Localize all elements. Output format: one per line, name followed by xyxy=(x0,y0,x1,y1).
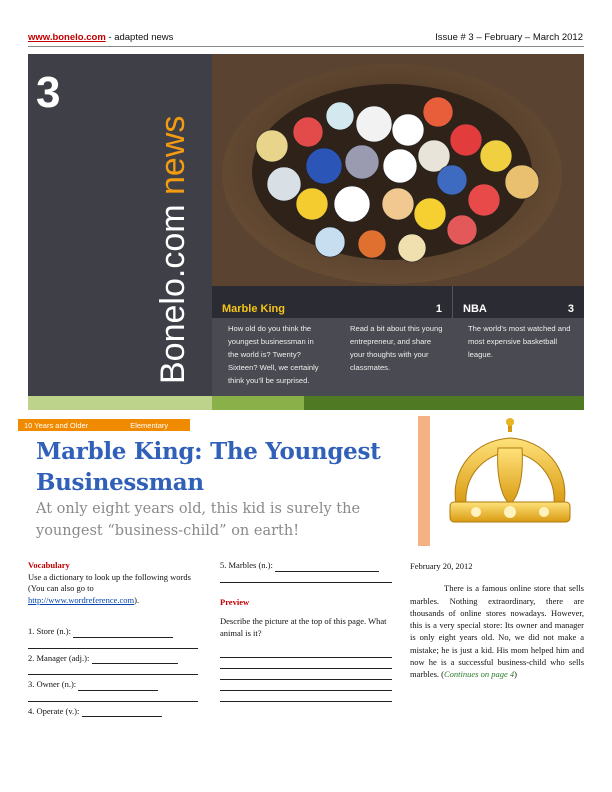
header-left xyxy=(28,32,173,43)
vocab-label: 3. Owner (n.): xyxy=(28,679,79,689)
color-strip xyxy=(28,396,212,410)
site-link[interactable]: www.bonelo.com xyxy=(28,32,106,43)
vocabulary-intro-end: ). xyxy=(134,594,140,605)
vocab-label: 2. Manager (adj.): xyxy=(28,652,92,663)
vocabulary-intro-text: Use a dictionary to look up the following words (You can also go to xyxy=(28,571,191,593)
accent-bar xyxy=(418,416,430,546)
answer-blank[interactable] xyxy=(78,690,158,691)
color-strip xyxy=(212,396,304,410)
story-column xyxy=(410,560,584,681)
article-subtitle: At only eight years old, this kid is surely the youngest “business-child” on earth! xyxy=(36,501,361,539)
marbles-photo xyxy=(212,54,584,286)
vocab-label: 1. Store (n.): xyxy=(28,626,74,636)
answer-blank[interactable] xyxy=(82,716,162,717)
answer-line[interactable] xyxy=(220,680,392,691)
vocab-item[interactable] xyxy=(28,706,198,718)
preview-heading: Preview xyxy=(220,596,250,607)
answer-blank[interactable] xyxy=(73,637,173,638)
answer-line[interactable] xyxy=(28,691,198,702)
story-text: There is a famous online store that sells marbles. Nothing extraordinary, there are thousands of online stores nowadays. However, this is a very special store: Its owner and manager is only eight years old. No, we did not make a mistake; he is just a kid. His mom helped him and now he is a successful business-child who sells marbles. xyxy=(410,583,584,680)
teaser-heading-marble-king[interactable] xyxy=(212,286,452,318)
answer-blank[interactable] xyxy=(92,663,178,664)
newsletter-title xyxy=(154,116,193,384)
color-strip xyxy=(304,396,584,410)
teaser-page: 3 xyxy=(567,303,574,315)
site-suffix: - adapted news xyxy=(105,32,174,43)
wordreference-link[interactable]: http://www.wordreference.com xyxy=(28,594,135,605)
banner xyxy=(28,54,584,396)
vocabulary-heading: Vocabulary xyxy=(28,560,70,570)
vocab-item[interactable] xyxy=(28,626,198,638)
teaser-heading-nba[interactable] xyxy=(452,286,584,318)
vocab-label: 5. Marbles (n.): xyxy=(220,560,276,570)
news-teaser-bodies xyxy=(212,318,584,396)
vocab-label: 4. Operate (v.): xyxy=(28,705,82,716)
vocab-item[interactable] xyxy=(28,679,198,691)
answer-line[interactable] xyxy=(220,691,392,702)
story-date: February 20, 2012 xyxy=(410,561,473,571)
vocab-item[interactable] xyxy=(220,560,392,572)
answer-line[interactable] xyxy=(220,572,392,583)
marbles-illustration xyxy=(212,54,584,286)
story-body: There is a famous online store that sells marbles. Nothing extraordinary, there are thousands of online stores nowadays. However, this is a very special store: Its owner and manager is only eight years old. No, we did not make a mistake; he is just a kid. His mom helped him and now he is a successful business-child who sells marbles. (Continues on page 4) xyxy=(410,583,584,680)
teaser-page: 1 xyxy=(435,303,442,315)
issue-number: 3 xyxy=(36,68,61,117)
vocab-item[interactable] xyxy=(28,653,198,665)
teaser-text: Read a bit about this young entrepreneur, and share your thoughts with your classmates. xyxy=(350,324,443,372)
level-badge xyxy=(18,419,190,431)
preview-question: Describe the picture at the top of this page. What animal is it? xyxy=(220,616,387,638)
english-level: Elementary xyxy=(130,420,169,430)
answer-blank[interactable] xyxy=(275,571,379,572)
header-divider xyxy=(28,46,584,47)
answer-line[interactable] xyxy=(220,669,392,680)
news-teaser-headings xyxy=(212,286,584,318)
preview-column xyxy=(220,560,392,702)
teaser-title: NBA xyxy=(463,303,487,315)
newsletter-title-main: Bonelo.com xyxy=(154,195,192,384)
continues-link[interactable]: Continues on page 4 xyxy=(444,669,515,680)
issue-info: Issue # 3 – February – March 2012 xyxy=(435,32,583,43)
crown-icon xyxy=(436,418,584,540)
teaser-title: Marble King xyxy=(222,303,285,315)
age-level: 10 Years and Older xyxy=(24,420,89,430)
answer-line[interactable] xyxy=(220,647,392,658)
crown-graphic xyxy=(436,418,584,540)
answer-line[interactable] xyxy=(28,664,198,675)
teaser-text: How old do you think the youngest businessman in the world is? Twenty? Sixteen? Well, we certainly think you’ll be surprised. xyxy=(228,324,319,385)
answer-line[interactable] xyxy=(220,658,392,669)
article-title: Marble King: The Youngest Businessman xyxy=(36,438,381,496)
answer-line[interactable] xyxy=(28,638,198,649)
banner-sidebar xyxy=(28,54,212,396)
news-teasers xyxy=(212,286,584,396)
vocabulary-intro xyxy=(28,572,198,607)
vocabulary-column xyxy=(28,560,198,717)
newsletter-title-accent: news xyxy=(154,115,192,195)
teaser-text: The world’s most watched and most expensive basketball league. xyxy=(468,324,571,359)
